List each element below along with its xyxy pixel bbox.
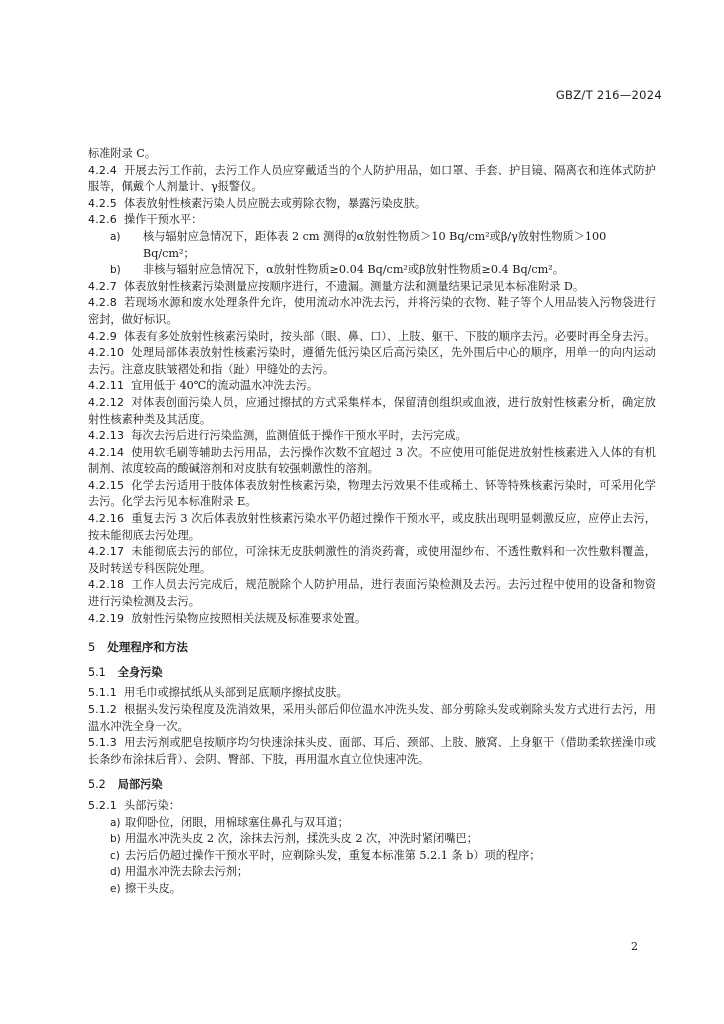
clause-4-2-8: 4.2.8 若现场水源和废水处理条件允许，使用流动水冲洗去污，并将污染的衣物、鞋子等个人用品装入污物袋进行密封，做好标识。 xyxy=(88,296,656,326)
clause-4-2-17: 4.2.17 未能彻底去污的部位，可涂抹无皮肤刺激性的消炎药膏，或使用湿纱布、不透性敷料和一次性敷料覆盖，及时转送专科医院处理。 xyxy=(88,545,656,575)
page-number: 2 xyxy=(631,940,638,953)
list-item-b: b) 用温水冲洗头皮 2 次，涂抹去污剂，揉洗头皮 2 次，冲洗时紧闭嘴巴； xyxy=(110,832,478,846)
clause-5-1-1: 5.1.1 用毛巾或擦拭纸从头部到足底顺序擦拭皮肤。 xyxy=(88,686,348,700)
list-intervention-levels xyxy=(88,229,656,279)
clause-4-2-4: 4.2.4 开展去污工作前，去污工作人员应穿戴适当的个人防护用品，如口罩、手套、护目镜、隔离衣和连体式防护服等，佩戴个人剂量计、γ报警仪。 xyxy=(88,163,656,194)
clause-4-2-16: 4.2.16 重复去污 3 次后体表放射性核素污染水平仍超过操作干预水平，或皮肤出现明显刺激反应，应停止去污，按未能彻底去污处理。 xyxy=(88,512,656,542)
clause-group-4-2-b xyxy=(88,279,656,627)
list-item-b: b) 非核与辐射应急情况下，α放射性物质≥0.04 Bq/cm²或β放射性物质≥0.4 Bq/cm²。 xyxy=(110,263,564,277)
clause-4-2-7: 4.2.7 体表放射性核素污染测量应按顺序进行，不遗漏。测量方法和测量结果记录见本标准附录 D。 xyxy=(88,279,585,293)
section-5-heading: 5 处理程序和方法 xyxy=(88,640,188,655)
clause-4-2-14: 4.2.14 使用软毛刷等辅助去污用品，去污操作次数不宜超过 3 次。不应使用可能促进放射性核素进入人体的有机制剂、浓度较高的酸碱溶剂和对皮肤有较强刺激性的溶剂。 xyxy=(88,445,656,476)
list-item-e: e) 擦干头皮。 xyxy=(110,881,181,895)
clause-group-4-2-a xyxy=(88,146,656,229)
clause-4-2-13: 4.2.13 每次去污后进行污染监测，监测值低于操作干预水平时，去污完成。 xyxy=(88,429,467,443)
list-item-d: d) 用温水冲洗去除去污剂； xyxy=(110,865,249,879)
clause-5-1-2: 5.1.2 根据头发污染程度及洗消效果，采用头部后仰位温水冲洗头发、部分剪除头发或剃除头发方式进行去污，用温水冲洗全身一次。 xyxy=(88,703,656,733)
clause-4-2-15: 4.2.15 化学去污适用于肢体体表放射性核素污染，物理去污效果不佳或稀土、钚等特殊核素污染时，可采用化学去污。化学去污见本标准附录 E。 xyxy=(88,478,656,509)
section-5-2-heading: 5.2 局部污染 xyxy=(88,778,163,792)
clause-group-5-1 xyxy=(88,685,656,768)
paragraph-continued: 标准附录 C。 xyxy=(88,147,157,160)
list-item-a: a) 核与辐射应急情况下，距体表 2 cm 测得的α放射性物质＞10 Bq/cm²或β/γ放射性物质＞100 Bq/cm²； xyxy=(110,229,607,260)
clause-4-2-18: 4.2.18 工作人员去污完成后，规范脱除个人防护用品，进行表面污染检测及去污。去污过程中使用的设备和物资进行污染检测及去污。 xyxy=(88,578,656,609)
document-body xyxy=(88,146,656,898)
section-5-1-heading: 5.1 全身污染 xyxy=(88,665,163,679)
clause-5-2-1: 5.2.1 头部污染： xyxy=(88,798,180,812)
list-item-c: c) 去污后仍超过操作干预水平时，应剃除头发，重复本标准第 5.2.1 条 b）项的程序； xyxy=(110,848,541,862)
clause-4-2-9: 4.2.9 体表有多处放射性核素污染时，按头部（眼、鼻、口）、上肢、躯干、下肢的顺序去污。必要时再全身去污。 xyxy=(88,329,656,343)
clause-4-2-6: 4.2.6 操作干预水平： xyxy=(88,213,203,227)
clause-4-2-19: 4.2.19 放射性污染物应按照相关法规及标准要求处置。 xyxy=(88,611,367,625)
list-head-decontamination xyxy=(88,815,656,898)
standard-code: GBZ/T 216—2024 xyxy=(555,88,662,102)
clause-4-2-11: 4.2.11 宜用低于 40℃的流动温水冲洗去污。 xyxy=(88,379,319,393)
list-item-a: a) 取仰卧位，闭眼，用棉球塞住鼻孔与双耳道； xyxy=(110,815,349,829)
clause-4-2-5: 4.2.5 体表放射性核素污染人员应脱去或剪除衣物，暴露污染皮肤。 xyxy=(88,196,427,210)
clause-5-1-3: 5.1.3 用去污剂或肥皂按顺序均匀快速涂抹头皮、面部、耳后、颈部、上肢、腋窝、上身躯干（借助柔软搓澡巾或长条纱布涂抹后背）、会阴、臀部、下肢，再用温水直立位快速冲洗。 xyxy=(88,736,656,766)
clause-4-2-12: 4.2.12 对体表创面污染人员，应通过擦拭的方式采集样本，保留清创组织或血液，进行放射性核素分析，确定放射性核素种类及其活度。 xyxy=(88,395,656,426)
clause-4-2-10: 4.2.10 处理局部体表放射性核素污染时，遵循先低污染区后高污染区，先外围后中心的顺序，用单一的向内运动去污。注意皮肤皱褶处和指（趾）甲缝处的去污。 xyxy=(88,346,656,376)
